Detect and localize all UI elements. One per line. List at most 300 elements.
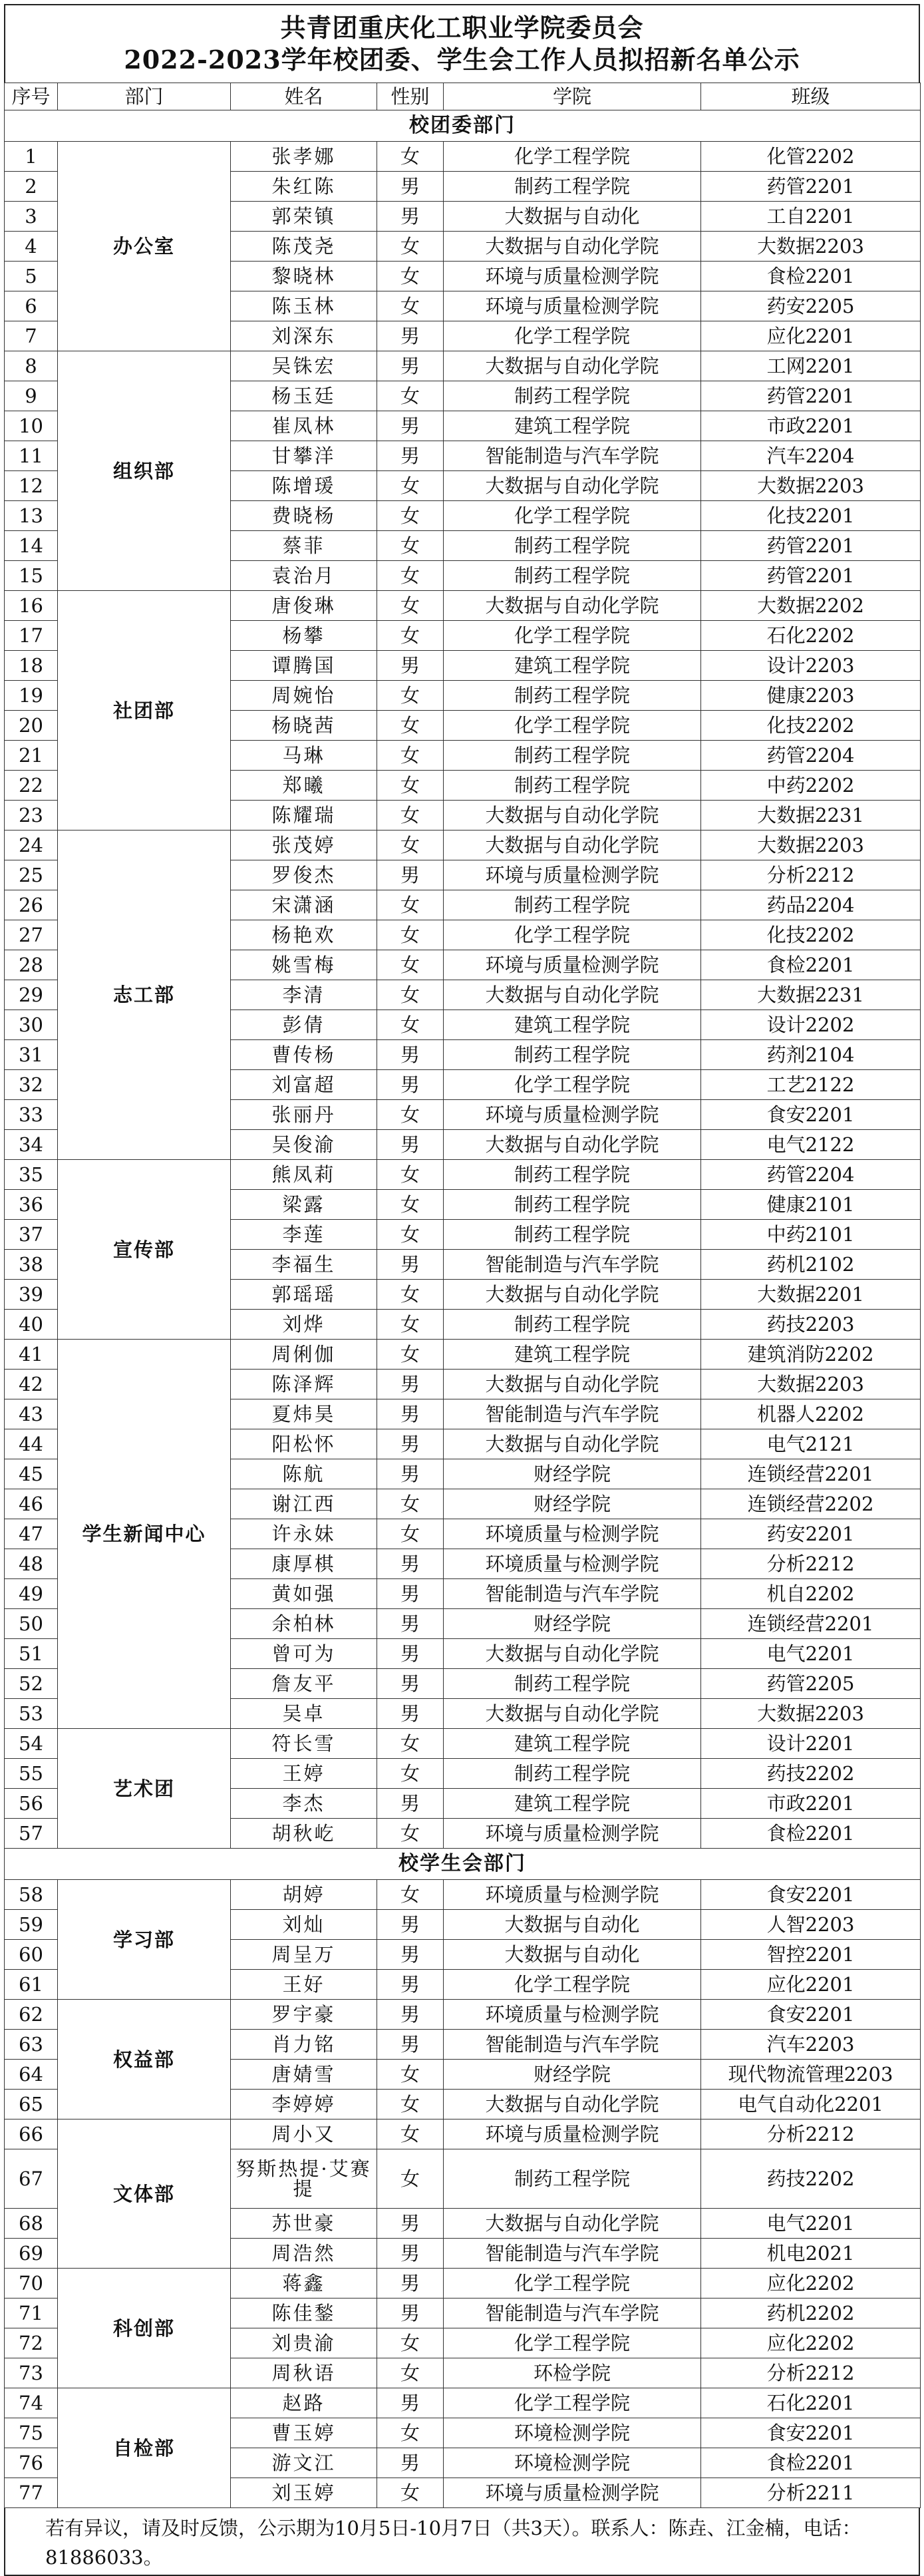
- cell-college: 环境检测学院: [444, 2448, 701, 2478]
- cell-class: 食检2201: [701, 262, 921, 291]
- title-line-2: 2022-2023学年校团委、学生会工作人员拟招新名单公示: [124, 45, 800, 75]
- cell-index: 52: [5, 1669, 58, 1699]
- cell-gender: 女: [377, 741, 444, 771]
- cell-name: 唐婧雪: [231, 2060, 377, 2090]
- cell-department: 组织部: [58, 351, 231, 591]
- cell-college: 制药工程学院: [444, 1669, 701, 1699]
- cell-name: 曹玉婷: [231, 2418, 377, 2448]
- cell-gender: 女: [377, 1340, 444, 1370]
- cell-name: 肖力铭: [231, 2030, 377, 2060]
- cell-gender: 女: [377, 1759, 444, 1789]
- cell-index: 17: [5, 621, 58, 651]
- cell-name: 王好: [231, 1970, 377, 2000]
- cell-index: 32: [5, 1070, 58, 1100]
- cell-college: 建筑工程学院: [444, 1789, 701, 1819]
- cell-class: 大数据2203: [701, 471, 921, 501]
- cell-name: 陈佳鍫: [231, 2299, 377, 2328]
- cell-name: 胡婷: [231, 1880, 377, 1910]
- cell-gender: 男: [377, 1459, 444, 1489]
- cell-college: 大数据与自动化学院: [444, 830, 701, 860]
- cell-gender: 男: [377, 2269, 444, 2299]
- cell-class: 食检2201: [701, 1819, 921, 1849]
- cell-gender: 男: [377, 2209, 444, 2239]
- cell-index: 44: [5, 1429, 58, 1459]
- cell-name: 陈航: [231, 1459, 377, 1489]
- roster-table: [4, 83, 921, 2508]
- cell-index: 31: [5, 1040, 58, 1070]
- cell-gender: 男: [377, 1370, 444, 1399]
- cell-college: 建筑工程学院: [444, 1340, 701, 1370]
- cell-class: 工自2201: [701, 202, 921, 232]
- cell-name: 姚雪梅: [231, 950, 377, 980]
- cell-name: 赵路: [231, 2388, 377, 2418]
- cell-class: 化技2202: [701, 711, 921, 741]
- cell-gender: 女: [377, 2358, 444, 2388]
- cell-gender: 男: [377, 1070, 444, 1100]
- cell-index: 28: [5, 950, 58, 980]
- cell-college: 化学工程学院: [444, 711, 701, 741]
- cell-class: 中药2202: [701, 771, 921, 801]
- cell-gender: 男: [377, 2299, 444, 2328]
- cell-name: 黎晓林: [231, 262, 377, 291]
- cell-name: 郑曦: [231, 771, 377, 801]
- cell-index: 40: [5, 1310, 58, 1340]
- cell-name: 罗俊杰: [231, 860, 377, 890]
- table-header-row: [5, 83, 921, 110]
- cell-class: 药管2205: [701, 1669, 921, 1699]
- section-title: 校团委部门: [5, 110, 921, 142]
- cell-index: 51: [5, 1639, 58, 1669]
- cell-gender: 女: [377, 2060, 444, 2090]
- cell-gender: 男: [377, 1699, 444, 1729]
- document-header: [4, 4, 920, 83]
- cell-college: 大数据与自动化学院: [444, 471, 701, 501]
- cell-name: 张茂婷: [231, 830, 377, 860]
- cell-department: 志工部: [58, 830, 231, 1160]
- cell-college: 财经学院: [444, 1459, 701, 1489]
- cell-department: 自检部: [58, 2388, 231, 2508]
- table-row: [5, 2388, 921, 2418]
- cell-index: 41: [5, 1340, 58, 1370]
- cell-index: 60: [5, 1940, 58, 1970]
- cell-gender: 女: [377, 1190, 444, 1220]
- cell-gender: 女: [377, 2418, 444, 2448]
- cell-college: 化学工程学院: [444, 1070, 701, 1100]
- cell-index: 27: [5, 920, 58, 950]
- cell-college: 智能制造与汽车学院: [444, 1579, 701, 1609]
- cell-class: 机电2021: [701, 2239, 921, 2269]
- cell-class: 大数据2231: [701, 980, 921, 1010]
- cell-gender: 男: [377, 2239, 444, 2269]
- table-row: [5, 142, 921, 172]
- cell-class: 工网2201: [701, 351, 921, 381]
- cell-gender: 男: [377, 1609, 444, 1639]
- cell-college: 化学工程学院: [444, 2328, 701, 2358]
- cell-class: 大数据2203: [701, 1699, 921, 1729]
- cell-college: 化学工程学院: [444, 142, 701, 172]
- cell-class: 药技2203: [701, 1310, 921, 1340]
- cell-college: 化学工程学院: [444, 321, 701, 351]
- cell-index: 1: [5, 142, 58, 172]
- cell-index: 59: [5, 1910, 58, 1940]
- cell-name: 王婷: [231, 1759, 377, 1789]
- cell-class: 大数据2201: [701, 1280, 921, 1310]
- cell-class: 石化2201: [701, 2388, 921, 2418]
- header-index: 序号: [5, 83, 58, 110]
- cell-name: 杨晓茜: [231, 711, 377, 741]
- cell-index: 66: [5, 2119, 58, 2149]
- cell-class: 电气2121: [701, 1429, 921, 1459]
- cell-index: 58: [5, 1880, 58, 1910]
- cell-index: 16: [5, 591, 58, 621]
- cell-class: 大数据2203: [701, 1370, 921, 1399]
- section-header-row: [5, 1849, 921, 1880]
- cell-name: 游文江: [231, 2448, 377, 2478]
- cell-index: 68: [5, 2209, 58, 2239]
- cell-index: 62: [5, 2000, 58, 2030]
- cell-college: 财经学院: [444, 1609, 701, 1639]
- cell-class: 食检2201: [701, 2448, 921, 2478]
- cell-gender: 女: [377, 980, 444, 1010]
- cell-index: 48: [5, 1549, 58, 1579]
- table-row: [5, 1160, 921, 1190]
- cell-index: 65: [5, 2090, 58, 2119]
- cell-gender: 男: [377, 1669, 444, 1699]
- cell-college: 大数据与自动化学院: [444, 1130, 701, 1160]
- cell-gender: 女: [377, 2149, 444, 2209]
- cell-name: 符长雪: [231, 1729, 377, 1759]
- cell-gender: 女: [377, 262, 444, 291]
- cell-index: 46: [5, 1489, 58, 1519]
- cell-index: 63: [5, 2030, 58, 2060]
- cell-class: 化技2201: [701, 501, 921, 531]
- cell-gender: 女: [377, 711, 444, 741]
- cell-college: 化学工程学院: [444, 920, 701, 950]
- table-row: [5, 1880, 921, 1910]
- cell-class: 药品2204: [701, 890, 921, 920]
- cell-name: 陈耀瑞: [231, 801, 377, 830]
- cell-class: 机器人2202: [701, 1399, 921, 1429]
- cell-index: 25: [5, 860, 58, 890]
- cell-college: 财经学院: [444, 1489, 701, 1519]
- cell-college: 大数据与自动化: [444, 202, 701, 232]
- cell-name: 周呈万: [231, 1940, 377, 1970]
- cell-gender: 女: [377, 681, 444, 711]
- table-row: [5, 2119, 921, 2149]
- cell-index: 45: [5, 1459, 58, 1489]
- cell-gender: 女: [377, 501, 444, 531]
- cell-index: 70: [5, 2269, 58, 2299]
- cell-gender: 女: [377, 830, 444, 860]
- cell-college: 智能制造与汽车学院: [444, 2030, 701, 2060]
- cell-department: 学生新闻中心: [58, 1340, 231, 1729]
- cell-gender: 男: [377, 172, 444, 202]
- cell-name: 唐俊琳: [231, 591, 377, 621]
- cell-name: 谭腾国: [231, 651, 377, 681]
- cell-class: 化管2202: [701, 142, 921, 172]
- cell-gender: 女: [377, 561, 444, 591]
- cell-gender: 男: [377, 1970, 444, 2000]
- cell-college: 制药工程学院: [444, 381, 701, 411]
- cell-name: 刘灿: [231, 1910, 377, 1940]
- cell-index: 43: [5, 1399, 58, 1429]
- cell-index: 39: [5, 1280, 58, 1310]
- cell-class: 药剂2104: [701, 1040, 921, 1070]
- cell-college: 大数据与自动化: [444, 1910, 701, 1940]
- header-class: 班级: [701, 83, 921, 110]
- cell-name: 熊凤莉: [231, 1160, 377, 1190]
- cell-class: 分析2212: [701, 1549, 921, 1579]
- cell-name: 刘深东: [231, 321, 377, 351]
- cell-gender: 女: [377, 1519, 444, 1549]
- header-college: 学院: [444, 83, 701, 110]
- cell-index: 23: [5, 801, 58, 830]
- cell-index: 8: [5, 351, 58, 381]
- cell-index: 35: [5, 1160, 58, 1190]
- cell-name: 苏世豪: [231, 2209, 377, 2239]
- cell-class: 食安2201: [701, 1100, 921, 1130]
- cell-college: 环境与质量检测学院: [444, 1100, 701, 1130]
- roster-body: [5, 110, 921, 2508]
- cell-name: 李婷婷: [231, 2090, 377, 2119]
- cell-gender: 女: [377, 890, 444, 920]
- cell-gender: 女: [377, 1280, 444, 1310]
- title-line-1: 共青团重庆化工职业学院委员会: [280, 13, 644, 43]
- cell-gender: 男: [377, 351, 444, 381]
- cell-college: 大数据与自动化学院: [444, 1639, 701, 1669]
- cell-name: 周婉怡: [231, 681, 377, 711]
- cell-college: 制药工程学院: [444, 172, 701, 202]
- cell-gender: 女: [377, 531, 444, 561]
- cell-gender: 男: [377, 651, 444, 681]
- cell-gender: 女: [377, 1729, 444, 1759]
- cell-name: 陈增瑗: [231, 471, 377, 501]
- cell-class: 药管2201: [701, 172, 921, 202]
- cell-gender: 男: [377, 441, 444, 471]
- cell-gender: 女: [377, 1100, 444, 1130]
- cell-college: 智能制造与汽车学院: [444, 2239, 701, 2269]
- cell-index: 67: [5, 2149, 58, 2209]
- cell-college: 建筑工程学院: [444, 651, 701, 681]
- cell-name: 宋潇涵: [231, 890, 377, 920]
- cell-name: 余柏林: [231, 1609, 377, 1639]
- cell-class: 电气2201: [701, 1639, 921, 1669]
- cell-college: 环境质量与检测学院: [444, 1519, 701, 1549]
- cell-gender: 男: [377, 1130, 444, 1160]
- cell-gender: 男: [377, 2388, 444, 2418]
- table-row: [5, 1340, 921, 1370]
- cell-gender: 女: [377, 2090, 444, 2119]
- cell-index: 21: [5, 741, 58, 771]
- cell-name: 费晓杨: [231, 501, 377, 531]
- cell-name: 刘贵渝: [231, 2328, 377, 2358]
- cell-college: 化学工程学院: [444, 621, 701, 651]
- cell-name: 吴卓: [231, 1699, 377, 1729]
- cell-class: 药机2202: [701, 2299, 921, 2328]
- cell-gender: 女: [377, 2119, 444, 2149]
- cell-index: 42: [5, 1370, 58, 1399]
- cell-name: 彭倩: [231, 1010, 377, 1040]
- cell-name: 张孝娜: [231, 142, 377, 172]
- cell-class: 电气2122: [701, 1130, 921, 1160]
- cell-class: 食安2201: [701, 1880, 921, 1910]
- cell-college: 建筑工程学院: [444, 1010, 701, 1040]
- section-header-row: [5, 110, 921, 142]
- cell-class: 大数据2202: [701, 591, 921, 621]
- cell-class: 建筑消防2202: [701, 1340, 921, 1370]
- cell-college: 化学工程学院: [444, 2388, 701, 2418]
- cell-gender: 男: [377, 1040, 444, 1070]
- cell-class: 设计2201: [701, 1729, 921, 1759]
- cell-name: 李福生: [231, 1250, 377, 1280]
- cell-class: 电气自动化2201: [701, 2090, 921, 2119]
- cell-class: 应化2201: [701, 1970, 921, 2000]
- cell-college: 财经学院: [444, 2060, 701, 2090]
- cell-name: 周秋语: [231, 2358, 377, 2388]
- cell-gender: 男: [377, 1789, 444, 1819]
- cell-class: 健康2203: [701, 681, 921, 711]
- cell-name: 陈茂尧: [231, 232, 377, 262]
- cell-department: 文体部: [58, 2119, 231, 2269]
- cell-index: 26: [5, 890, 58, 920]
- cell-college: 制药工程学院: [444, 681, 701, 711]
- cell-department: 学习部: [58, 1880, 231, 2000]
- cell-department: 社团部: [58, 591, 231, 830]
- cell-index: 12: [5, 471, 58, 501]
- cell-name: 刘烨: [231, 1310, 377, 1340]
- cell-college: 大数据与自动化学院: [444, 980, 701, 1010]
- cell-gender: 男: [377, 2000, 444, 2030]
- cell-name: 李莲: [231, 1220, 377, 1250]
- cell-class: 分析2212: [701, 860, 921, 890]
- cell-name: 吴俊渝: [231, 1130, 377, 1160]
- cell-index: 77: [5, 2478, 58, 2508]
- header-name: 姓名: [231, 83, 377, 110]
- cell-name: 吴铢宏: [231, 351, 377, 381]
- cell-class: 药机2102: [701, 1250, 921, 1280]
- cell-class: 设计2203: [701, 651, 921, 681]
- cell-name: 康厚棋: [231, 1549, 377, 1579]
- cell-gender: 女: [377, 232, 444, 262]
- cell-index: 71: [5, 2299, 58, 2328]
- cell-class: 应化2201: [701, 321, 921, 351]
- cell-class: 机自2202: [701, 1579, 921, 1609]
- cell-name: 曹传杨: [231, 1040, 377, 1070]
- cell-index: 69: [5, 2239, 58, 2269]
- cell-index: 10: [5, 411, 58, 441]
- cell-name: 努斯热提·艾赛提: [231, 2149, 377, 2209]
- cell-index: 6: [5, 291, 58, 321]
- table-row: [5, 2000, 921, 2030]
- cell-index: 24: [5, 830, 58, 860]
- cell-college: 化学工程学院: [444, 1970, 701, 2000]
- cell-index: 55: [5, 1759, 58, 1789]
- cell-index: 11: [5, 441, 58, 471]
- cell-name: 郭瑶瑶: [231, 1280, 377, 1310]
- cell-index: 22: [5, 771, 58, 801]
- cell-index: 3: [5, 202, 58, 232]
- cell-college: 智能制造与汽车学院: [444, 441, 701, 471]
- cell-index: 76: [5, 2448, 58, 2478]
- cell-index: 13: [5, 501, 58, 531]
- cell-gender: 女: [377, 591, 444, 621]
- cell-gender: 女: [377, 1880, 444, 1910]
- cell-gender: 女: [377, 1220, 444, 1250]
- cell-name: 黄如强: [231, 1579, 377, 1609]
- cell-college: 大数据与自动化学院: [444, 1370, 701, 1399]
- cell-college: 制药工程学院: [444, 1310, 701, 1340]
- cell-index: 56: [5, 1789, 58, 1819]
- cell-class: 现代物流管理2203: [701, 2060, 921, 2090]
- cell-gender: 男: [377, 1940, 444, 1970]
- cell-index: 30: [5, 1010, 58, 1040]
- cell-class: 药管2204: [701, 741, 921, 771]
- cell-class: 药安2205: [701, 291, 921, 321]
- cell-college: 制药工程学院: [444, 561, 701, 591]
- header-department: 部门: [58, 83, 231, 110]
- cell-index: 9: [5, 381, 58, 411]
- cell-index: 15: [5, 561, 58, 591]
- cell-class: 食安2201: [701, 2000, 921, 2030]
- table-row: [5, 1729, 921, 1759]
- cell-college: 智能制造与汽车学院: [444, 2299, 701, 2328]
- cell-index: 19: [5, 681, 58, 711]
- cell-class: 设计2202: [701, 1010, 921, 1040]
- cell-gender: 女: [377, 1310, 444, 1340]
- cell-gender: 男: [377, 1579, 444, 1609]
- section-title: 校学生会部门: [5, 1849, 921, 1880]
- cell-name: 许永妹: [231, 1519, 377, 1549]
- cell-college: 大数据与自动化学院: [444, 351, 701, 381]
- cell-name: 朱红陈: [231, 172, 377, 202]
- cell-name: 阳松怀: [231, 1429, 377, 1459]
- cell-gender: 女: [377, 801, 444, 830]
- cell-name: 李杰: [231, 1789, 377, 1819]
- cell-index: 29: [5, 980, 58, 1010]
- cell-college: 化学工程学院: [444, 501, 701, 531]
- cell-index: 38: [5, 1250, 58, 1280]
- cell-name: 陈泽辉: [231, 1370, 377, 1399]
- cell-index: 75: [5, 2418, 58, 2448]
- cell-college: 环境质量与检测学院: [444, 2000, 701, 2030]
- cell-name: 甘攀洋: [231, 441, 377, 471]
- cell-name: 梁露: [231, 1190, 377, 1220]
- cell-class: 电气2201: [701, 2209, 921, 2239]
- cell-class: 化技2202: [701, 920, 921, 950]
- cell-class: 分析2212: [701, 2358, 921, 2388]
- cell-class: 食检2201: [701, 950, 921, 980]
- cell-name: 詹友平: [231, 1669, 377, 1699]
- cell-name: 郭荣镇: [231, 202, 377, 232]
- cell-name: 刘玉婷: [231, 2478, 377, 2508]
- cell-class: 药技2202: [701, 1759, 921, 1789]
- cell-gender: 男: [377, 2448, 444, 2478]
- cell-college: 制药工程学院: [444, 1759, 701, 1789]
- cell-name: 陈玉林: [231, 291, 377, 321]
- table-row: [5, 2269, 921, 2299]
- cell-name: 袁治月: [231, 561, 377, 591]
- table-row: [5, 830, 921, 860]
- cell-college: 建筑工程学院: [444, 411, 701, 441]
- cell-class: 分析2211: [701, 2478, 921, 2508]
- cell-college: 制药工程学院: [444, 890, 701, 920]
- cell-gender: 女: [377, 1819, 444, 1849]
- cell-gender: 女: [377, 2478, 444, 2508]
- cell-index: 72: [5, 2328, 58, 2358]
- cell-college: 大数据与自动化学院: [444, 2209, 701, 2239]
- cell-index: 49: [5, 1579, 58, 1609]
- cell-class: 工艺2122: [701, 1070, 921, 1100]
